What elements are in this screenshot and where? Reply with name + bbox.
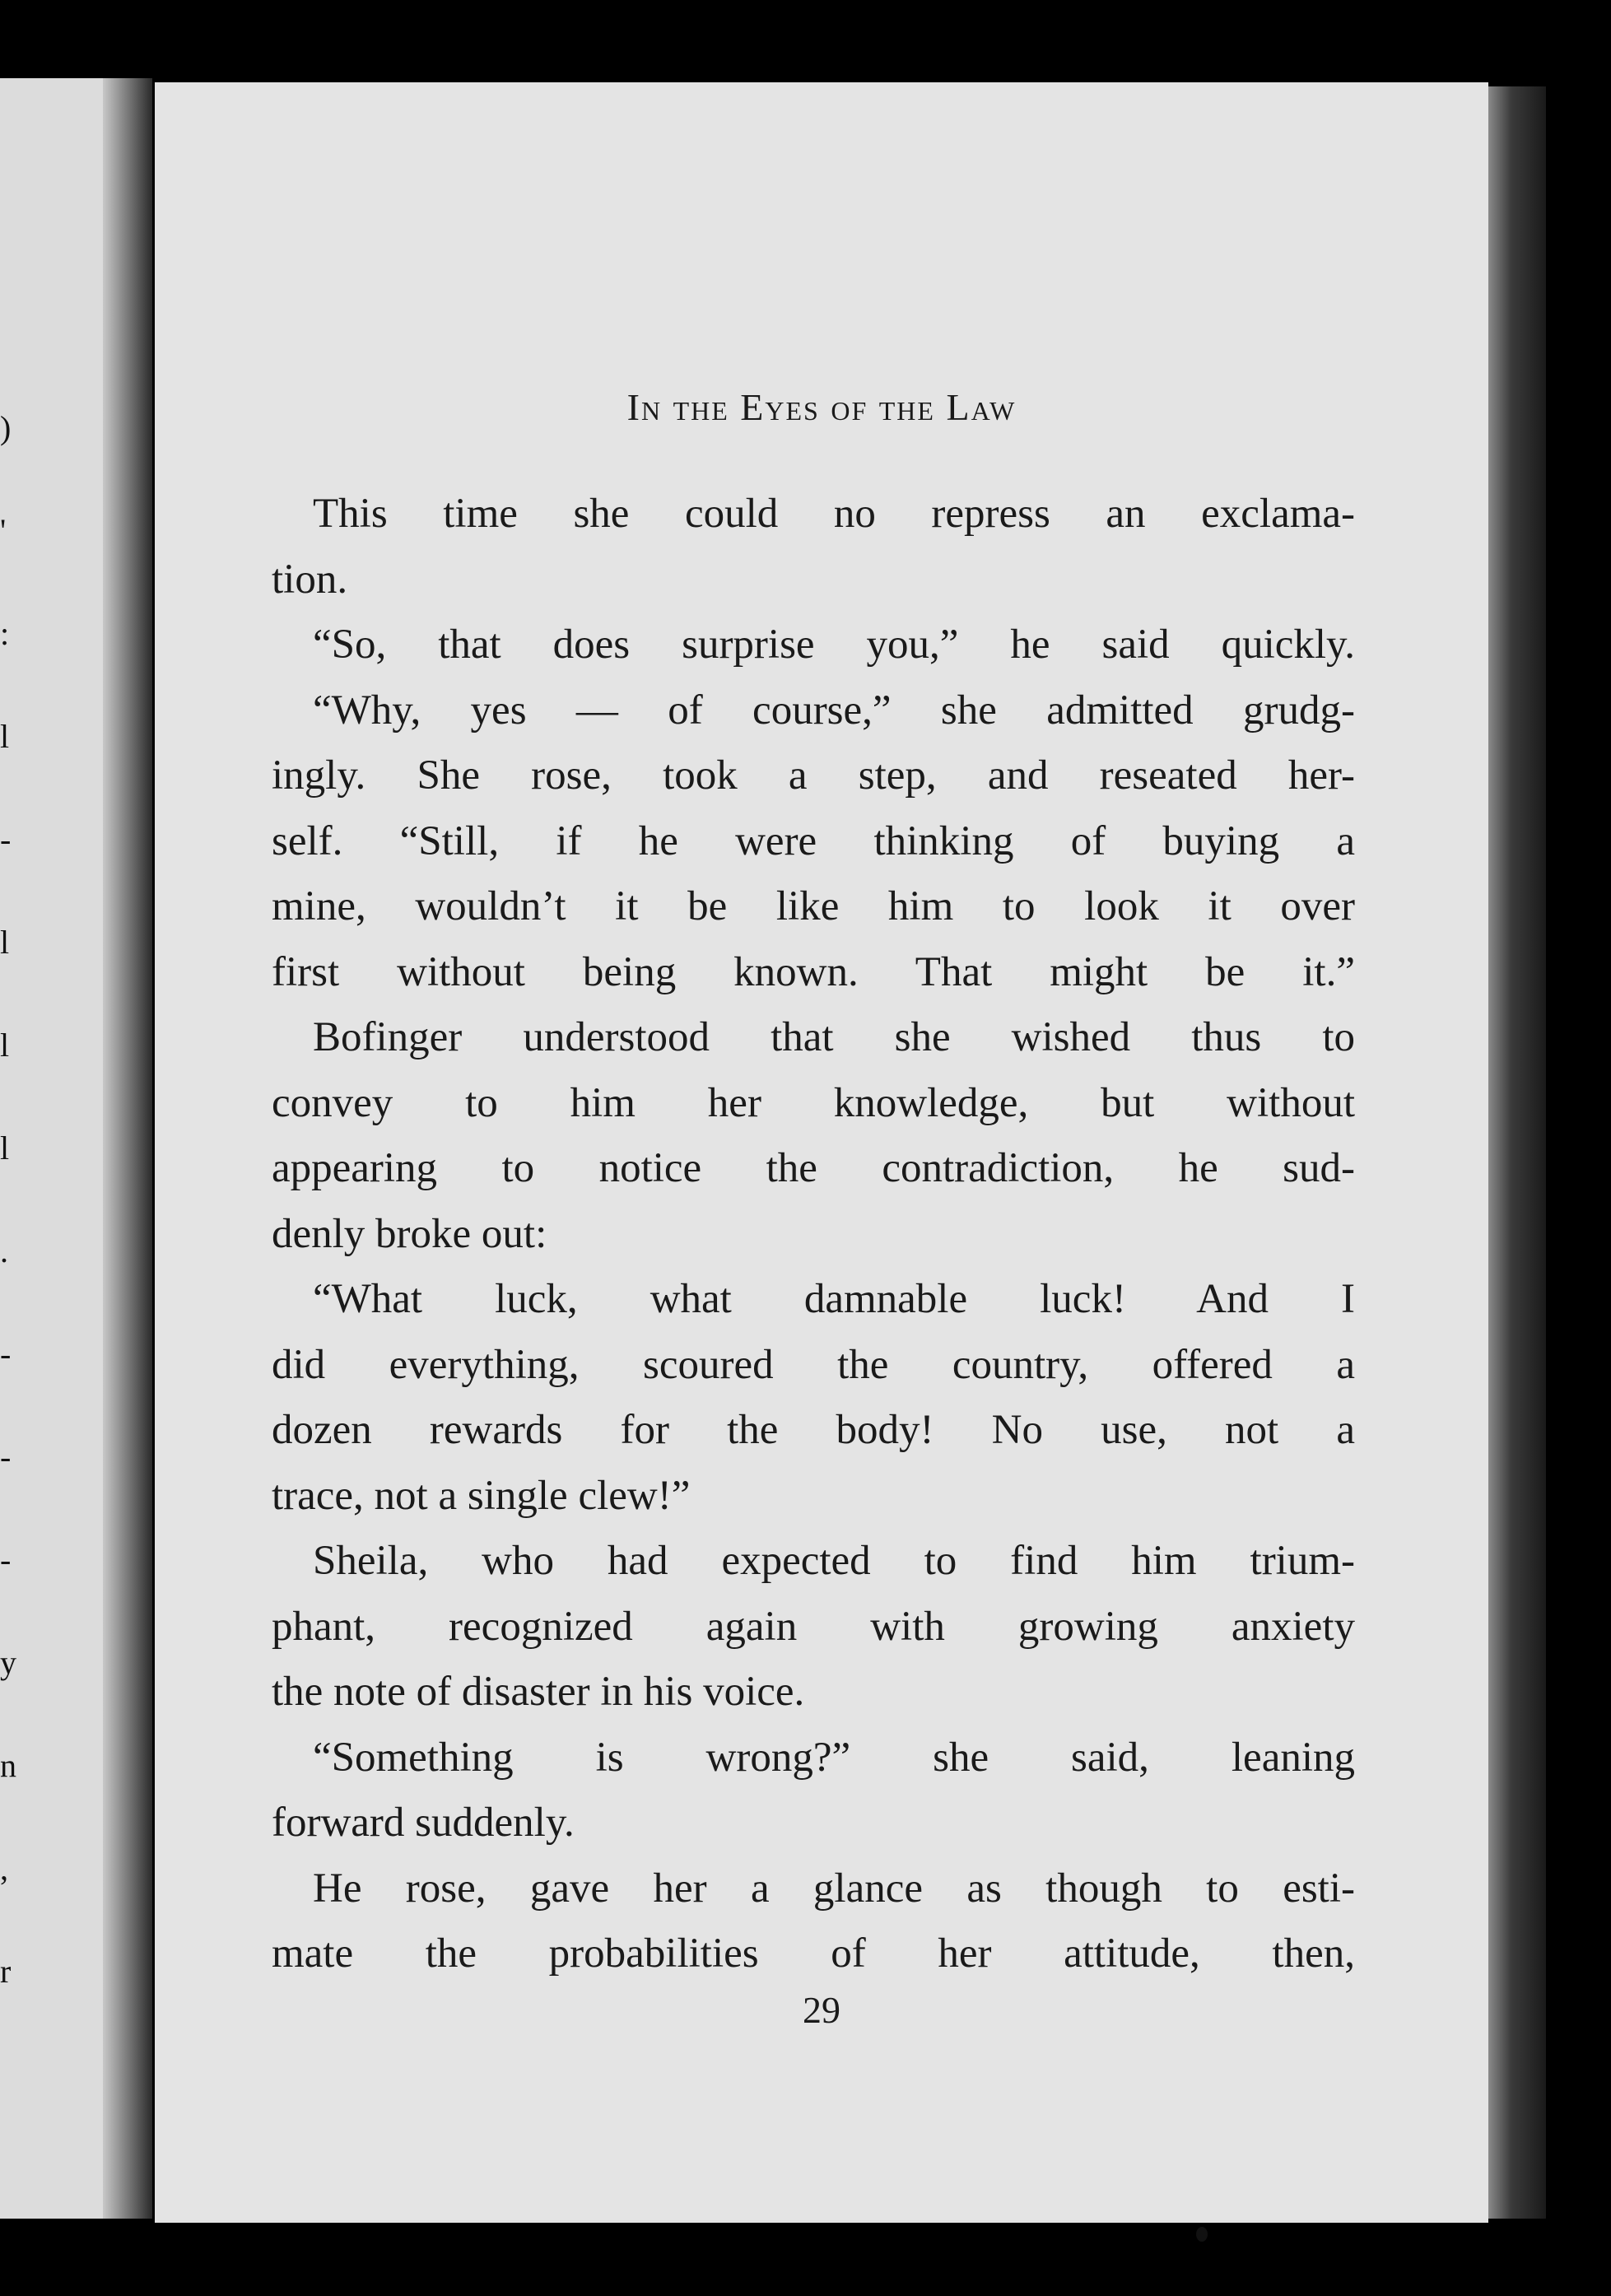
text-line: Bofinger understood that she wished thus to	[313, 1014, 1355, 1060]
book-gutter	[103, 78, 152, 2219]
facing-page-glyph: .	[0, 1232, 8, 1269]
text-line: trace, not a single clew!”	[272, 1472, 691, 1519]
facing-page-glyph: -	[0, 1541, 12, 1578]
text-line: This time she could no repress an exclama-	[313, 491, 1355, 537]
text-line: mine, wouldn’t it be like him to look it over	[272, 883, 1355, 929]
facing-page-glyph: y	[0, 1644, 16, 1681]
facing-page-glyph: l	[0, 1027, 10, 1064]
text-line: tion.	[272, 556, 348, 603]
text-line: first without being known. That might be it.”	[272, 948, 1355, 995]
text-line: dozen rewards for the body! No use, not a	[272, 1407, 1355, 1453]
facing-page-glyph: l	[0, 718, 10, 755]
facing-page-margin-glyphs	[0, 78, 25, 2219]
text-line: He rose, gave her a glance as though to esti-	[313, 1865, 1355, 1912]
facing-page-glyph: -	[0, 1438, 12, 1475]
text-line: phant, recognized again with growing anxiety	[272, 1603, 1355, 1650]
text-line: convey to him her knowledge, but without	[272, 1079, 1355, 1126]
book-page	[155, 82, 1488, 2223]
text-line: the note of disaster in his voice.	[272, 1669, 805, 1715]
facing-page-glyph: l	[0, 924, 10, 961]
facing-page-glyph: l	[0, 1129, 10, 1167]
text-line: ingly. She rose, took a step, and reseated her-	[272, 752, 1355, 799]
text-line: did everything, scoured the country, offered a	[272, 1341, 1355, 1388]
facing-page	[0, 78, 152, 2219]
text-line: appearing to notice the contradiction, he sud-	[272, 1145, 1355, 1191]
page-number: 29	[803, 1989, 840, 2031]
text-line: “What luck, what damnable luck! And I	[313, 1276, 1355, 1322]
page-body-text	[272, 482, 1355, 1987]
facing-page-glyph: )	[0, 409, 12, 446]
text-line: denly broke out:	[272, 1210, 547, 1257]
text-line: “So, that does surprise you,” he said quickly.	[313, 622, 1355, 668]
facing-page-glyph: n	[0, 1747, 16, 1784]
text-line: self. “Still, if he were thinking of buying a	[272, 817, 1355, 864]
text-line: “Why, yes — of course,” she admitted grudg-	[313, 687, 1355, 734]
text-line: “Something is wrong?” she said, leaning	[313, 1734, 1355, 1781]
facing-page-glyph: -	[0, 1335, 12, 1372]
facing-page-glyph: -	[0, 821, 12, 858]
facing-page-glyph: ,	[0, 1850, 8, 1887]
page-edge-shadow	[1488, 86, 1546, 2219]
running-head: In the Eyes of the Law	[626, 386, 1017, 428]
facing-page-glyph: r	[0, 1953, 12, 1990]
facing-page-glyph: :	[0, 615, 10, 652]
text-line: Sheila, who had expected to find him trium-	[313, 1538, 1355, 1584]
text-line: mate the probabilities of her attitude, then,	[272, 1930, 1355, 1977]
facing-page-glyph: '	[0, 512, 7, 549]
text-line: forward suddenly.	[272, 1800, 575, 1846]
ink-speck	[1196, 2227, 1208, 2242]
